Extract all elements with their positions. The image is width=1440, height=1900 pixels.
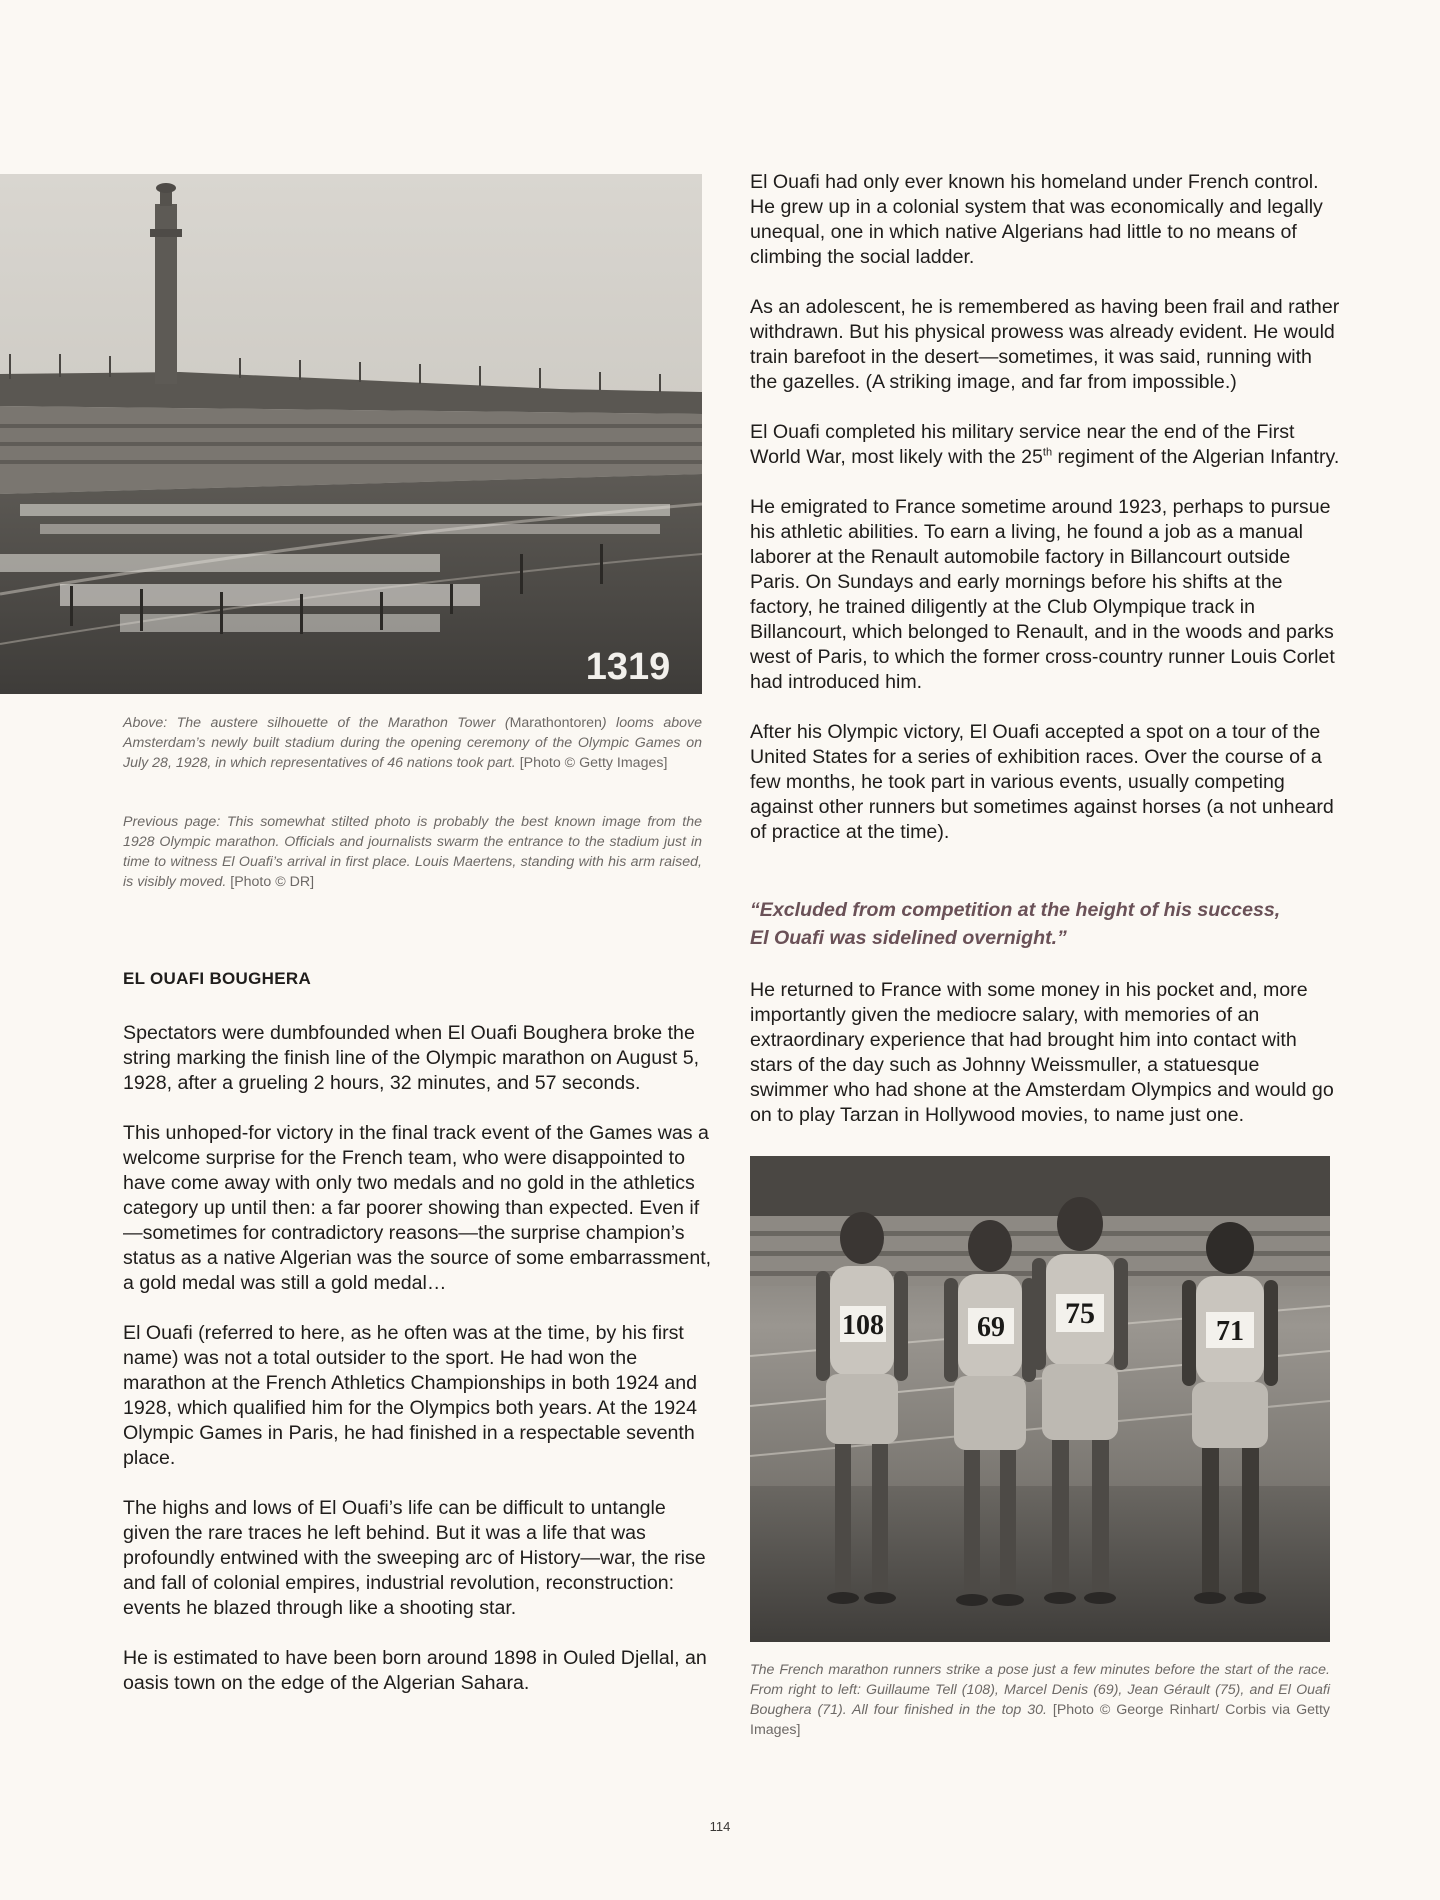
bib-69: 69 (977, 1312, 1005, 1343)
caption-above (123, 713, 702, 773)
runners-illustration (750, 1156, 1330, 1642)
bib-71: 71 (1216, 1316, 1244, 1347)
right-paragraph-4: He emigrated to France sometime around 1923, perhaps to pursue his athletic abilities. To earn a living, he found a job as a manual laborer at the Renault automobile factory in Billancourt outside Paris. On Sundays and early mornings before his shifts at the factory, he trained diligently at the Club Olympique track in Billancourt, which belonged to Renault, and in the woods and parks west of Paris, to which the former cross-country runner Louis Corlet had introduced him. (750, 496, 1335, 693)
right-paragraph-2: As an adolescent, he is remembered as having been frail and rather withdrawn. But his physical prowess was already evident. He would train barefoot in the desert—sometimes, it was said, running with the gazelles. (A striking image, and far from impossible.) (750, 296, 1340, 393)
caption-above-text-after: ) looms above Amsterdam’s newly built stadium during the opening ceremony of the Olympic Games on July 28, 1928, in which representatives of 46 nations took part. (123, 715, 702, 771)
caption-previous-text: Previous page: This somewhat stilted photo is probably the best known image from the 1928 Olympic marathon. Officials and journalists swarm the entrance to the stadium just in time to witness El Ouafi’s arrival in first place. Louis Maertens, standing with his arm raised, is visibly moved. (123, 814, 702, 890)
right-column (750, 170, 1340, 870)
photo-number-overlay: 1319 (585, 646, 671, 688)
left-paragraph-5: He is estimated to have been born around 1898 in Ouled Djellal, an oasis town on the edge of the Algerian Sahara. (123, 1647, 707, 1694)
stadium-illustration (0, 174, 702, 694)
stadium-photo (0, 174, 702, 694)
pull-quote (750, 896, 1330, 952)
left-paragraph-2: This unhoped-for victory in the final track event of the Games was a welcome surprise for the French team, who were disappointed to have come away with only two medals and no gold in the athletics category up until then: a far poorer showing than expected. Even if—sometimes for contradictory reasons—the surprise champion’s status as a native Algerian was the source of some embarrassment, a gold medal was still a gold medal… (123, 1122, 712, 1294)
caption-previous-credit: [Photo © DR] (230, 874, 315, 890)
bib-108: 108 (842, 1310, 884, 1341)
pull-quote-line-2: El Ouafi was sidelined overnight.” (750, 927, 1067, 949)
left-paragraph-1: Spectators were dumbfounded when El Ouafi Boughera broke the string marking the finish line of the Olympic marathon on August 5, 1928, after a grueling 2 hours, 32 minutes, and 57 seconds. (123, 1022, 700, 1094)
caption-previous (123, 812, 702, 892)
right-paragraph-3-before: El Ouafi completed his military service near the end of the First World War, most likely with the 25 (750, 421, 1295, 468)
right-paragraph-3-after: regiment of the Algerian Infantry. (1052, 446, 1340, 468)
left-paragraph-4: The highs and lows of El Ouafi’s life can be difficult to untangle given the rare traces he left behind. But it was a life that was profoundly entwined with the sweeping arc of History—war, the rise and fall of colonial empires, industrial revolution, reconstruction: events he blazed through like a shooting star. (123, 1497, 706, 1619)
right-paragraph-1: El Ouafi had only ever known his homeland under French control. He grew up in a colonial system that was economically and legally unequal, one in which native Algerians had little to no means of climbing the social ladder. (750, 171, 1323, 268)
runners-photo (750, 1156, 1330, 1642)
bib-75: 75 (1065, 1297, 1095, 1330)
caption-above-text: Above: The austere silhouette of the Marathon Tower ( (123, 715, 510, 731)
left-column (123, 1021, 713, 1721)
right-paragraph-5: After his Olympic victory, El Ouafi accepted a spot on a tour of the United States for a series of exhibition races. Over the course of a few months, he took part in various events, usually competing against other runners but sometimes against horses (a not unheard of practice at the time). (750, 721, 1334, 843)
left-paragraph-3: El Ouafi (referred to here, as he often was at the time, by his first name) was not a total outsider to the sport. He had won the marathon at the French Athletics Championships in both 1924 and 1928, which qualified him for the Olympics both years. At the 1924 Olympic Games in Paris, he had finished in a respectable seventh place. (123, 1322, 698, 1469)
section-heading: EL OUAFI BOUGHERA (123, 969, 312, 988)
page-number: 114 (709, 1819, 731, 1834)
pull-quote-line-1: “Excluded from competition at the height of his success, (750, 899, 1281, 921)
right-paragraph-6: He returned to France with some money in his pocket and, more importantly given the mediocre salary, with memories of an extraordinary experience that had brought him into contact with stars of the day such as Johnny Weissmuller, a statuesque swimmer who had shone at the Amsterdam Olympics and would go on to play Tarzan in Hollywood movies, to name just one. (750, 979, 1334, 1126)
caption-above-term: Marathontoren (509, 715, 602, 731)
caption-runners-text: The French marathon runners strike a pose just a few minutes before the start of the race. From right to left: Guillaume Tell (108), Marcel Denis (69), Jean Gérault (75), and El Ouafi Boughera (71). All four finished in the top 30. (750, 1662, 1330, 1718)
caption-runners (750, 1660, 1330, 1740)
right-paragraph-3-sup: th (1042, 446, 1053, 459)
right-column-continued (750, 978, 1340, 1153)
caption-runners-credit: [Photo © George Rinhart/ Corbis via Getty Images] (750, 1702, 1330, 1738)
caption-above-credit: [Photo © Getty Images] (519, 755, 668, 771)
right-paragraph-3 (750, 420, 1340, 470)
